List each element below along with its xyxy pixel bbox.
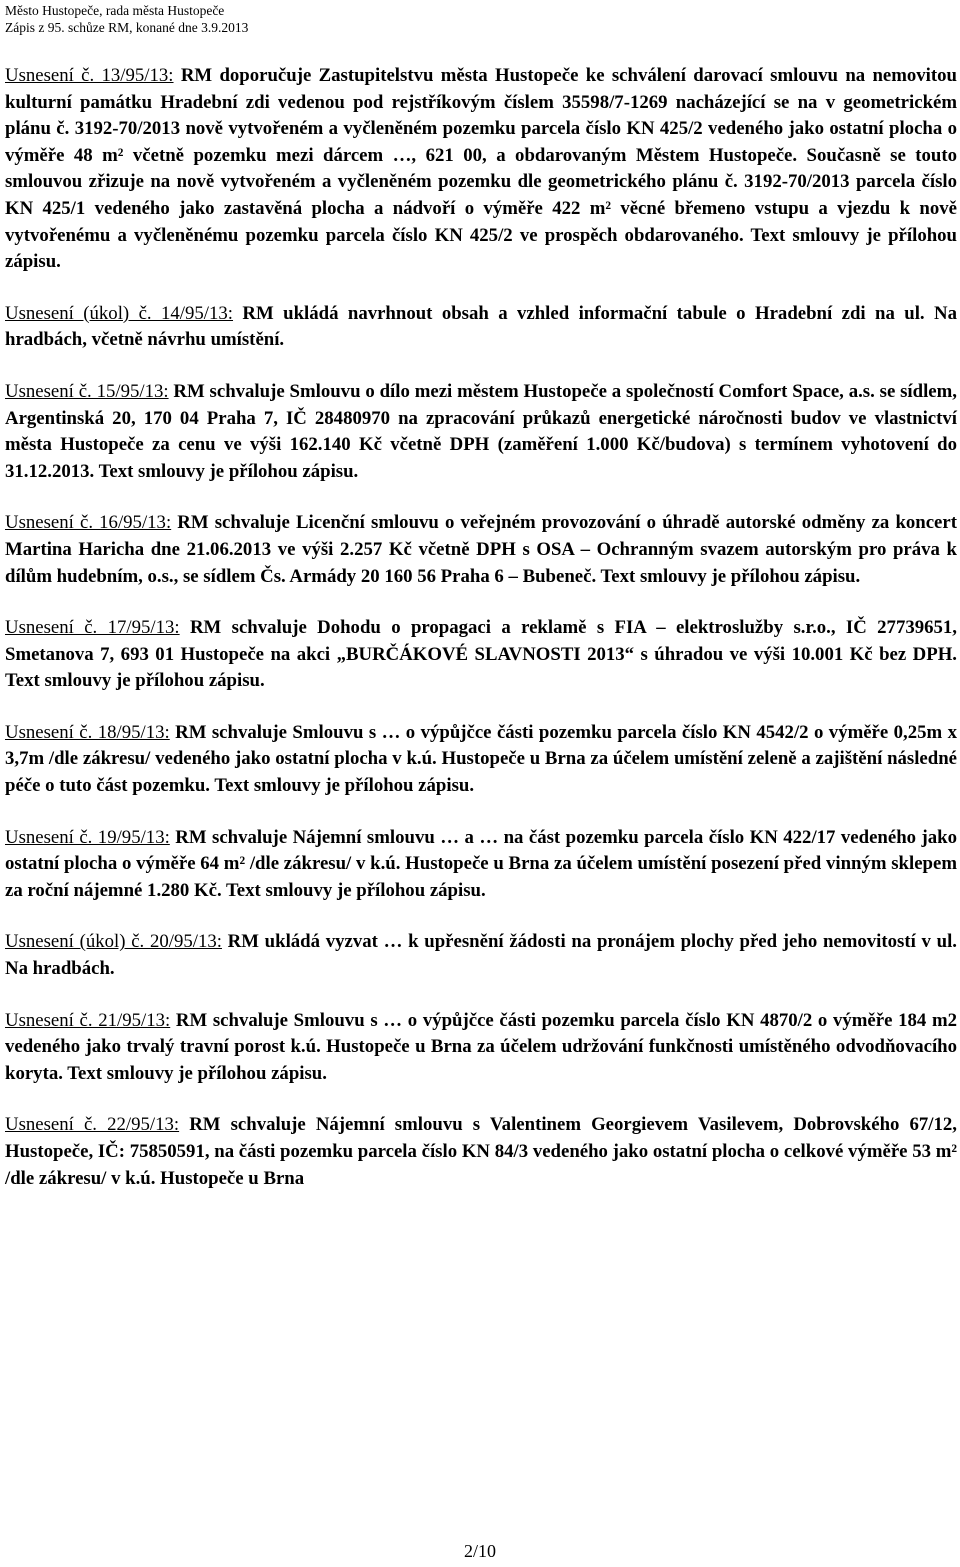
resolution-20 — [5, 929, 957, 982]
resolution-16 — [5, 510, 957, 590]
resolution-label: Usnesení č. 17/95/13: — [5, 617, 180, 639]
page-number: 2/10 — [463, 1541, 496, 1561]
resolution-14 — [5, 301, 957, 354]
resolution-text: RM schvaluje Licenční smlouvu o veřejném provozování o úhradě autorské odměny za koncert Martina Haricha dne 21.06.2013 ve výši 2.257 Kč včetně DPH s OSA – Ochranným svazem autorským pro práva k dílům hudebním, o.s., se sídlem Čs. Armády 20 160 56 Praha 6 – Bubeneč. Text smlouvy je přílohou zápisu. — [5, 512, 957, 587]
resolution-21 — [5, 1008, 957, 1088]
resolution-text: RM schvaluje Smlouvu o dílo mezi městem Hustopeče a společností Comfort Space, a.s. se sídlem, Argentinská 20, 170 04 Praha 7, IČ 28480970 na zpracování průkazů energetické náročnosti budov ve vlastnictví města Hustopeče za cenu ve výši 162.140 Kč včetně DPH (zaměření 1.000 Kč/budova) s termínem vyhotovení do 31.12.2013. Text smlouvy je přílohou zápisu. — [5, 380, 957, 482]
resolution-text: RM doporučuje Zastupitelstvu města Hustopeče ke schválení darovací smlouvu na nemovitou kulturní památku Hradební zdi vedenou pod rejstříkovým číslem 35598/7-1269 nacházející se na v geometrickém plánu č. 3192-70/2013 nově vytvořeném a vyčleněném pozemku parcela číslo KN 425/2 vedeného jako ostatní plocha o výměře 48 m² včetně pozemku mezi dárcem …, 621 00, a obdarovaným Městem Hustopeče. Současně se touto smlouvou zřizuje na nově vytvořeném a vyčleněném pozemku dle geometrického plánu č. 3192-70/2013 parcela číslo KN 425/1 vedeného jako zastavěná plocha a nádvoří o výměře 422 m² věcné břemeno vstupu a vjezdu k nově vytvořenému a vyčleněnému pozemku parcela číslo KN 425/2 ve prospěch obdarovaného. Text smlouvy je přílohou zápisu. — [5, 65, 957, 273]
resolution-text: RM ukládá navrhnout obsah a vzhled informační tabule o Hradební zdi na ul. Na hradbách, včetně návrhu umístění. — [5, 302, 957, 351]
resolution-label: Usnesení č. 22/95/13: — [5, 1114, 180, 1136]
resolution-label: Usnesení (úkol) č. 14/95/13: — [5, 302, 234, 324]
resolution-text: RM schvaluje Smlouvu s … o výpůjčce části pozemku parcela číslo KN 4870/2 o výměře 184 m2 vedeného jako trvalý travní porost k.ú. Hustopeče u Brna za účelem udržování funkčnosti umístěného odvodňovacího koryta. Text smlouvy je přílohou zápisu. — [5, 1009, 957, 1084]
header-meeting: Zápis z 95. schůze RM, konané dne 3.9.2013 — [5, 20, 249, 35]
resolution-22 — [5, 1112, 957, 1192]
resolution-label: Usnesení č. 18/95/13: — [5, 721, 170, 743]
resolution-label: Usnesení č. 13/95/13: — [5, 65, 174, 86]
resolution-18 — [5, 720, 957, 800]
resolution-13 — [5, 63, 957, 276]
resolution-19 — [5, 825, 957, 905]
resolution-text: RM schvaluje Smlouvu s … o výpůjčce části pozemku parcela číslo KN 4542/2 o výměře 0,25m x 3,7m /dle zákresu/ vedeného jako ostatní plocha v k.ú. Hustopeče u Brna za účelem umístění zeleně a zajištění následné péče o tuto část pozemku. Text smlouvy je přílohou zápisu. — [5, 721, 957, 797]
resolution-label: Usnesení č. 16/95/13: — [5, 512, 172, 534]
resolution-label: Usnesení č. 21/95/13: — [5, 1009, 171, 1031]
resolution-text: RM ukládá vyzvat … k upřesnění žádosti na pronájem plochy před jeho nemovitostí v ul. Na hradbách. — [5, 931, 957, 980]
document-header — [5, 2, 248, 36]
resolutions-list — [5, 63, 957, 1217]
resolution-label: Usnesení č. 15/95/13: — [5, 380, 169, 402]
resolution-15 — [5, 379, 957, 485]
resolution-text: RM schvaluje Nájemní smlouvu … a … na část pozemku parcela číslo KN 422/17 vedeného jako ostatní plocha o výměře 64 m² /dle zákresu/ v k.ú. Hustopeče u Brna za účelem umístění posezení před vinným sklepem za roční nájemné 1.280 Kč. Text smlouvy je přílohou zápisu. — [5, 826, 957, 901]
resolution-text: RM schvaluje Nájemní smlouvu s Valentinem Georgievem Vasilevem, Dobrovského 67/12, Hustopeče, IČ: 75850591, na části pozemku parcela číslo KN 84/3 vedeného jako ostatní plocha o celkové výměře 53 m² /dle zákresu/ v k.ú. Hustopeče u Brna — [5, 1114, 958, 1189]
header-organization: Město Hustopeče, rada města Hustopeče — [5, 3, 225, 18]
resolution-label: Usnesení (úkol) č. 20/95/13: — [5, 931, 222, 953]
resolution-label: Usnesení č. 19/95/13: — [5, 826, 170, 848]
resolution-text: RM schvaluje Dohodu o propagaci a reklamě s FIA – elektroslužby s.r.o., IČ 27739651, Smetanova 7, 693 01 Hustopeče na akci „BURČÁKOVÉ SLAVNOSTI 2013“ s úhradou ve výši 10.001 Kč bez DPH. Text smlouvy je přílohou zápisu. — [5, 617, 957, 692]
resolution-17 — [5, 615, 957, 695]
